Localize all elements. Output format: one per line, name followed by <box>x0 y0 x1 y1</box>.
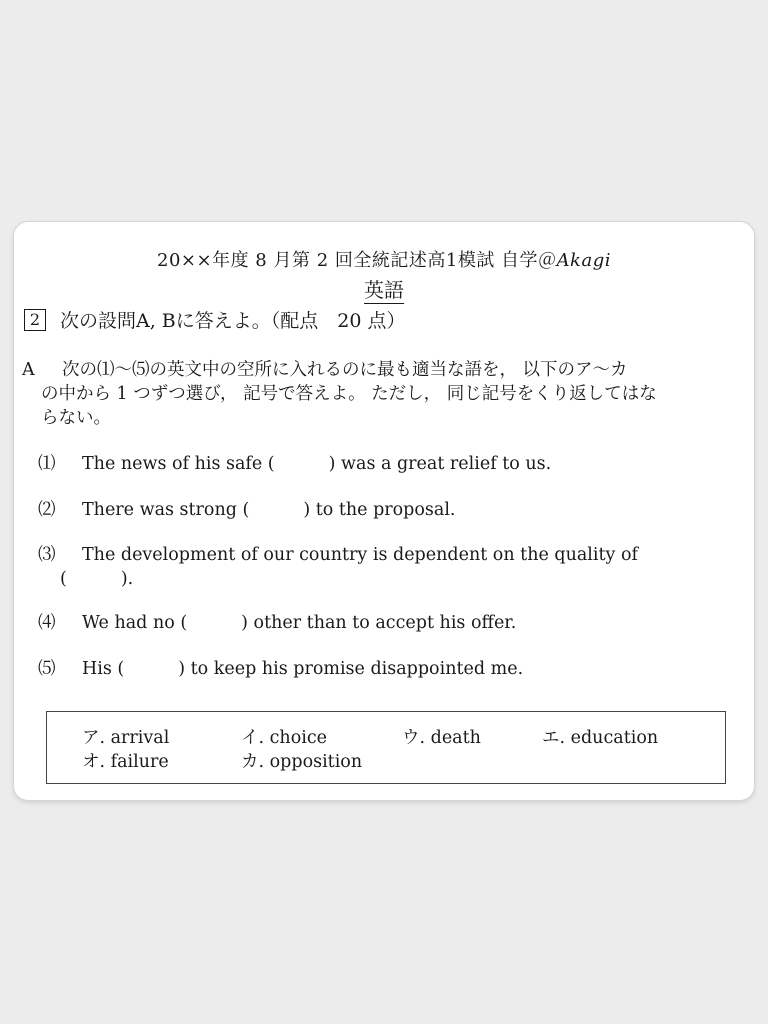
item-number: ⑵ <box>38 500 56 520</box>
item-number: ⑴ <box>38 454 56 474</box>
item-number: ⑸ <box>38 659 56 679</box>
item-text-before: The development of our country is dependent on the quality of <box>82 545 638 565</box>
choice-e: エ. education <box>542 728 659 748</box>
item-text-after: ) was a great relief to us. <box>328 454 552 474</box>
item-number: ⑶ <box>38 545 56 565</box>
brand-signature: Akagi <box>556 250 611 271</box>
exam-header <box>14 246 754 272</box>
item-text-after: ) to the proposal. <box>303 500 456 520</box>
question-prompt: 次の設問A, Bに答えよ。（配点 20 点） <box>60 310 406 332</box>
instruction-line-3: らない。 <box>41 408 111 428</box>
exam-title: 20××年度 8 月第 2 回全統記述高1模試 自学＠ <box>157 250 557 271</box>
item-text-after: ) other than to accept his offer. <box>241 613 517 633</box>
instruction-line-2: の中から 1 つずつ選び， 記号で答えよ。 ただし， 同じ記号をくり返してはな <box>41 384 657 404</box>
question-item-2 <box>38 498 738 522</box>
item-text-after: ) to keep his promise disappointed me. <box>178 659 524 679</box>
subject-label: 英語 <box>364 278 404 302</box>
item-number: ⑷ <box>38 613 56 633</box>
question-item-1 <box>38 452 738 476</box>
section-a-label: A <box>22 360 35 380</box>
choice-u: ウ. death <box>402 728 481 748</box>
answer-choices-box <box>46 711 726 784</box>
question-item-4 <box>38 611 738 635</box>
subject-title <box>14 274 754 303</box>
exam-card <box>14 222 754 800</box>
choice-o: オ. failure <box>82 752 169 772</box>
choice-ka: カ. opposition <box>241 752 363 772</box>
item-text-line2-after: ). <box>120 569 134 589</box>
item-text-line2-before: ( <box>60 569 67 589</box>
item-text-before: We had no ( <box>82 613 188 633</box>
question-item-5 <box>38 657 738 681</box>
choice-i: イ. choice <box>241 728 327 748</box>
choice-a: ア. arrival <box>82 728 170 748</box>
instruction-line-1: 次の⑴～⑸の英文中の空所に入れるのに最も適当な語を， 以下のア～カ <box>62 360 628 380</box>
question-item-3 <box>38 543 738 591</box>
question-number-box: 2 <box>24 309 46 331</box>
item-text-before: There was strong ( <box>82 500 250 520</box>
item-text-before: The news of his safe ( <box>82 454 275 474</box>
item-text-before: His ( <box>82 659 125 679</box>
section-a-instructions <box>22 358 742 430</box>
question-heading <box>24 306 405 333</box>
